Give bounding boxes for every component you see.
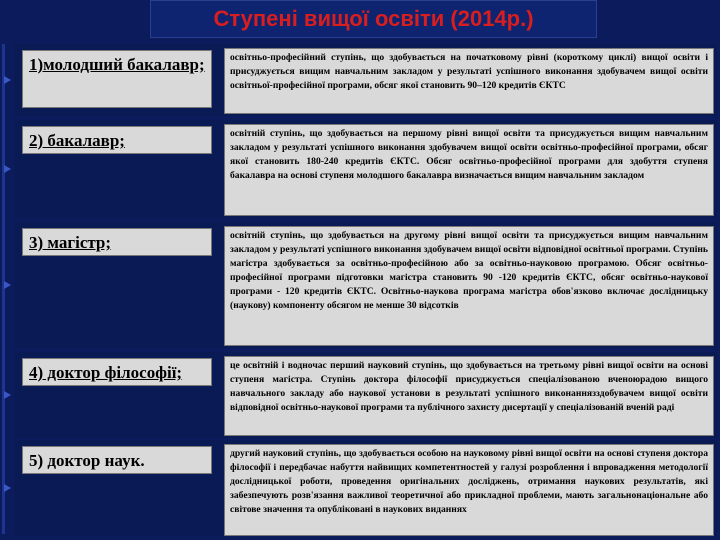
degree-definition: освітньо-професійний ступінь, що здобувається на початковому рівні (короткому циклі) вищої освіти і присуджується вищим навчальним закладом у результаті успішного виконання здобувачем вищої освіти освітньої-професійної програми, обсяг якої становить 90–120 кредитів ЄКТС (224, 48, 714, 114)
degree-row-2 (14, 120, 717, 218)
degree-definition: другий науковий ступінь, що здобувається особою на науковому рівні вищої освіти на основі ступеня доктора філософії і передбачає набуття найвищих компетентностей у галузі розроблення і впровадження методології дослідницької роботи, проведення оригінальних досліджень, отримання наукових результатів, які забезпечують розв'язання важливої теоретичної або прикладної проблеми, мають загальнонаціональне або світове значення та опубліковані в наукових виданнях (224, 444, 714, 536)
arrow-icon (4, 281, 11, 289)
degree-term-label: 3) магістр; (29, 233, 112, 252)
page-title: Ступені вищої освіти (2014р.) (213, 6, 534, 31)
degree-definition: освітній ступінь, що здобувається на другому рівні вищої освіти та присуджується вищим навчальним закладом у результаті успішного виконання здобувачем вищої освіти відповідної освітньої програми. Ступінь магістра здобувається за освітньо-професійною або за освітньо-науковою програмою. Обсяг освітньо-професійної програми підготовки магістра становить 90 -120 кредитів ЄКТС, обсяг освітньо-наукової програми - 120 кредитів ЄКТС. Освітньо-наукова програма магістра обов'язково включає дослідницьку (наукову) компоненту обсягом не менше 30 відсотків (224, 226, 714, 346)
degree-row-3 (14, 222, 717, 348)
degree-term-label: 5) доктор наук. (29, 451, 145, 470)
degree-row-1 (14, 44, 717, 116)
degree-term-label: 1)молодший бакалавр; (29, 55, 205, 74)
arrow-icon (4, 76, 11, 84)
degree-term (22, 50, 212, 108)
arrow-icon (4, 391, 11, 399)
title-bar (150, 0, 597, 38)
arrow-icon (4, 484, 11, 492)
degree-term (22, 446, 212, 474)
degree-term (22, 126, 212, 154)
degree-term (22, 358, 212, 386)
degree-term (22, 228, 212, 256)
degree-definition: освітній ступінь, що здобувається на першому рівні вищої освіти та присуджується вищим навчальним закладом у результаті успішного виконання здобувачем вищої освіти освітньо-професійної програми, обсяг якої становить 180-240 кредитів ЄКТС. Обсяг освітньо-професійної програми для здобуття ступеня бакалавра на основі ступеня молодшого бакалавра визначається вищим навчальним закладом (224, 124, 714, 216)
degree-term-label: 4) доктор філософії; (29, 363, 183, 382)
degree-row-5 (14, 440, 717, 536)
degree-term-label: 2) бакалавр; (29, 131, 125, 150)
arrow-icon (4, 165, 11, 173)
degree-definition: це освітній і водночас перший науковий ступінь, що здобувається на третьому рівні вищої освіти на основі ступеня магістра. Ступінь доктора філософії присуджується спеціалізованою вченоюрадою вищого навчального закладу або наукової установи в результаті успішного виконаннязздобувачем вищої освіти відповідної освітньо-наукової програми та публічного захисту дисертації у спеціалізованій вченій раді (224, 356, 714, 436)
degree-row-4 (14, 352, 717, 438)
